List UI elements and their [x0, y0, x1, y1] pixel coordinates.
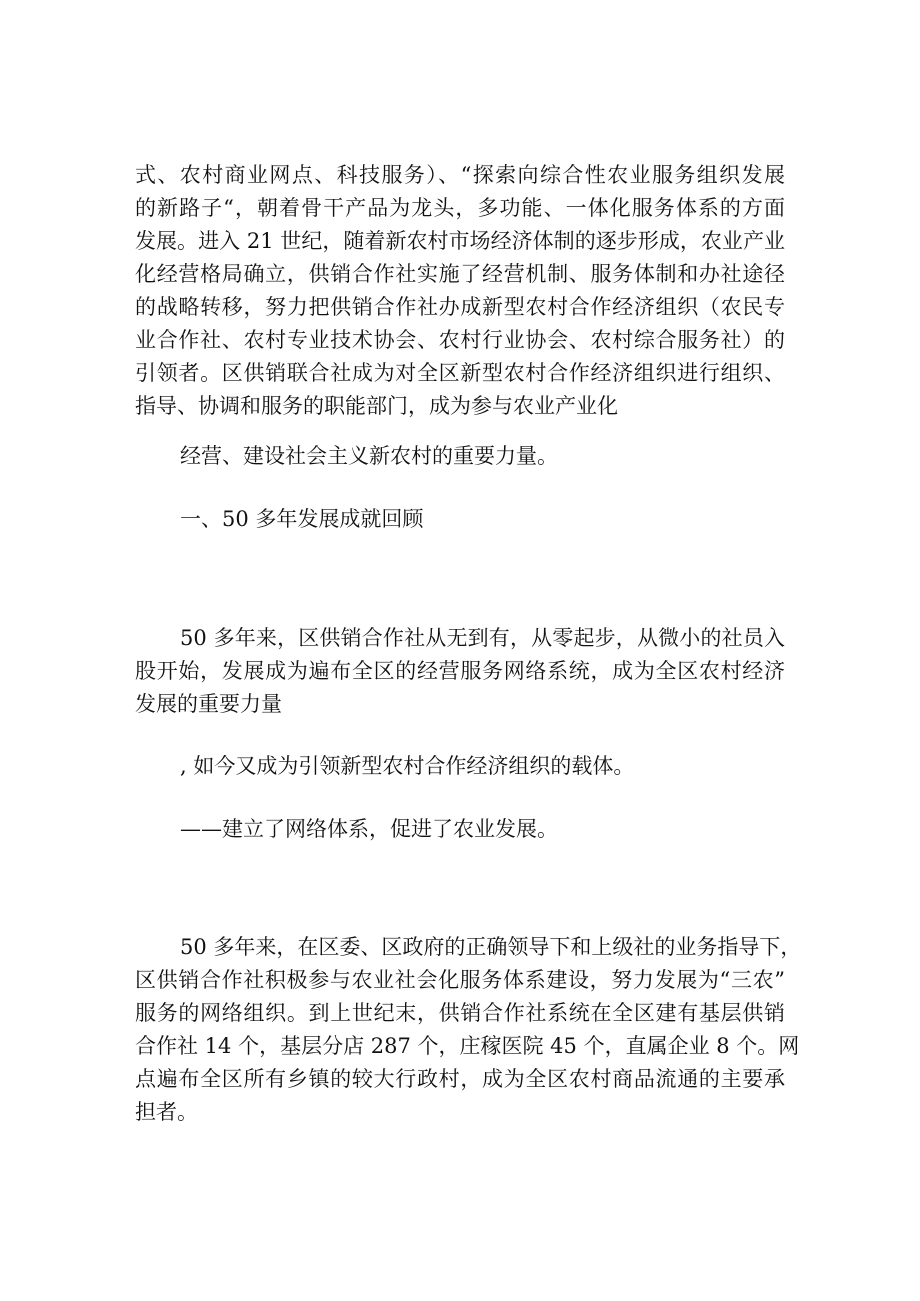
text-line: 业合作社、农村专业技术协会、农村行业协会、农村综合服务社）的: [135, 328, 785, 352]
text-line: 发展。进入 21 世纪，随着新农村市场经济体制的逐步形成，农业产业: [135, 229, 785, 253]
section-heading-text: 一、50 多年发展成就回顾: [180, 507, 424, 531]
text-line: 担者。: [135, 1100, 198, 1124]
subheading-text: ——建立了网络体系，促进了农业发展。: [180, 817, 558, 841]
text-line: 区供销合作社积极参与农业社会化服务体系建设，努力发展为“三农”: [135, 968, 785, 992]
text-line: 指导、协调和服务的职能部门，成为参与农业产业化: [135, 394, 618, 418]
paragraph-50-years: [135, 622, 785, 721]
text-line: 点遍布全区所有乡镇的较大行政村，成为全区农村商品流通的主要承: [135, 1067, 785, 1091]
text-line: 服务的网络组织。到上世纪末，供销合作社系统在全区建有基层供销: [135, 1001, 785, 1025]
paragraph-carrier: [135, 750, 785, 783]
text-line: 50 多年来，在区委、区政府的正确领导下和上级社的业务指导下，: [180, 935, 802, 959]
text-line: 的战略转移，努力把供销合作社办成新型农村合作经济组织（农民专: [135, 295, 785, 319]
text-line: 经营、建设社会主义新农村的重要力量。: [180, 444, 558, 468]
subheading-network: [135, 813, 785, 846]
paragraph-intro-continuation: [135, 159, 785, 423]
section-heading: [135, 503, 785, 536]
paragraph-key-force: [135, 440, 785, 473]
text-line: 合作社 14 个，基层分店 287 个，庄稼医院 45 个，直属企业 8 个。网: [135, 1034, 800, 1058]
text-line: 的新路子“，朝着骨干产品为龙头，多功能、一体化服务体系的方面: [135, 196, 785, 220]
text-line: 发展的重要力量: [135, 692, 282, 716]
text-line: 式、农村商业网点、科技服务）、“探索向综合性农业服务组织发展: [135, 163, 785, 187]
text-line: 股开始，发展成为遍布全区的经营服务网络系统，成为全区农村经济: [135, 659, 785, 683]
text-line: 引领者。区供销联合社成为对全区新型农村合作经济组织进行组织、: [135, 361, 785, 385]
text-line: 50 多年来，区供销合作社从无到有，从零起步，从微小的社员入: [180, 626, 785, 650]
text-line: , 如今又成为引领新型农村合作经济组织的载体。: [180, 754, 635, 778]
text-line: 化经营格局确立，供销合作社实施了经营机制、服务体制和办社途径: [135, 262, 785, 286]
paragraph-network-detail: [135, 931, 802, 1129]
